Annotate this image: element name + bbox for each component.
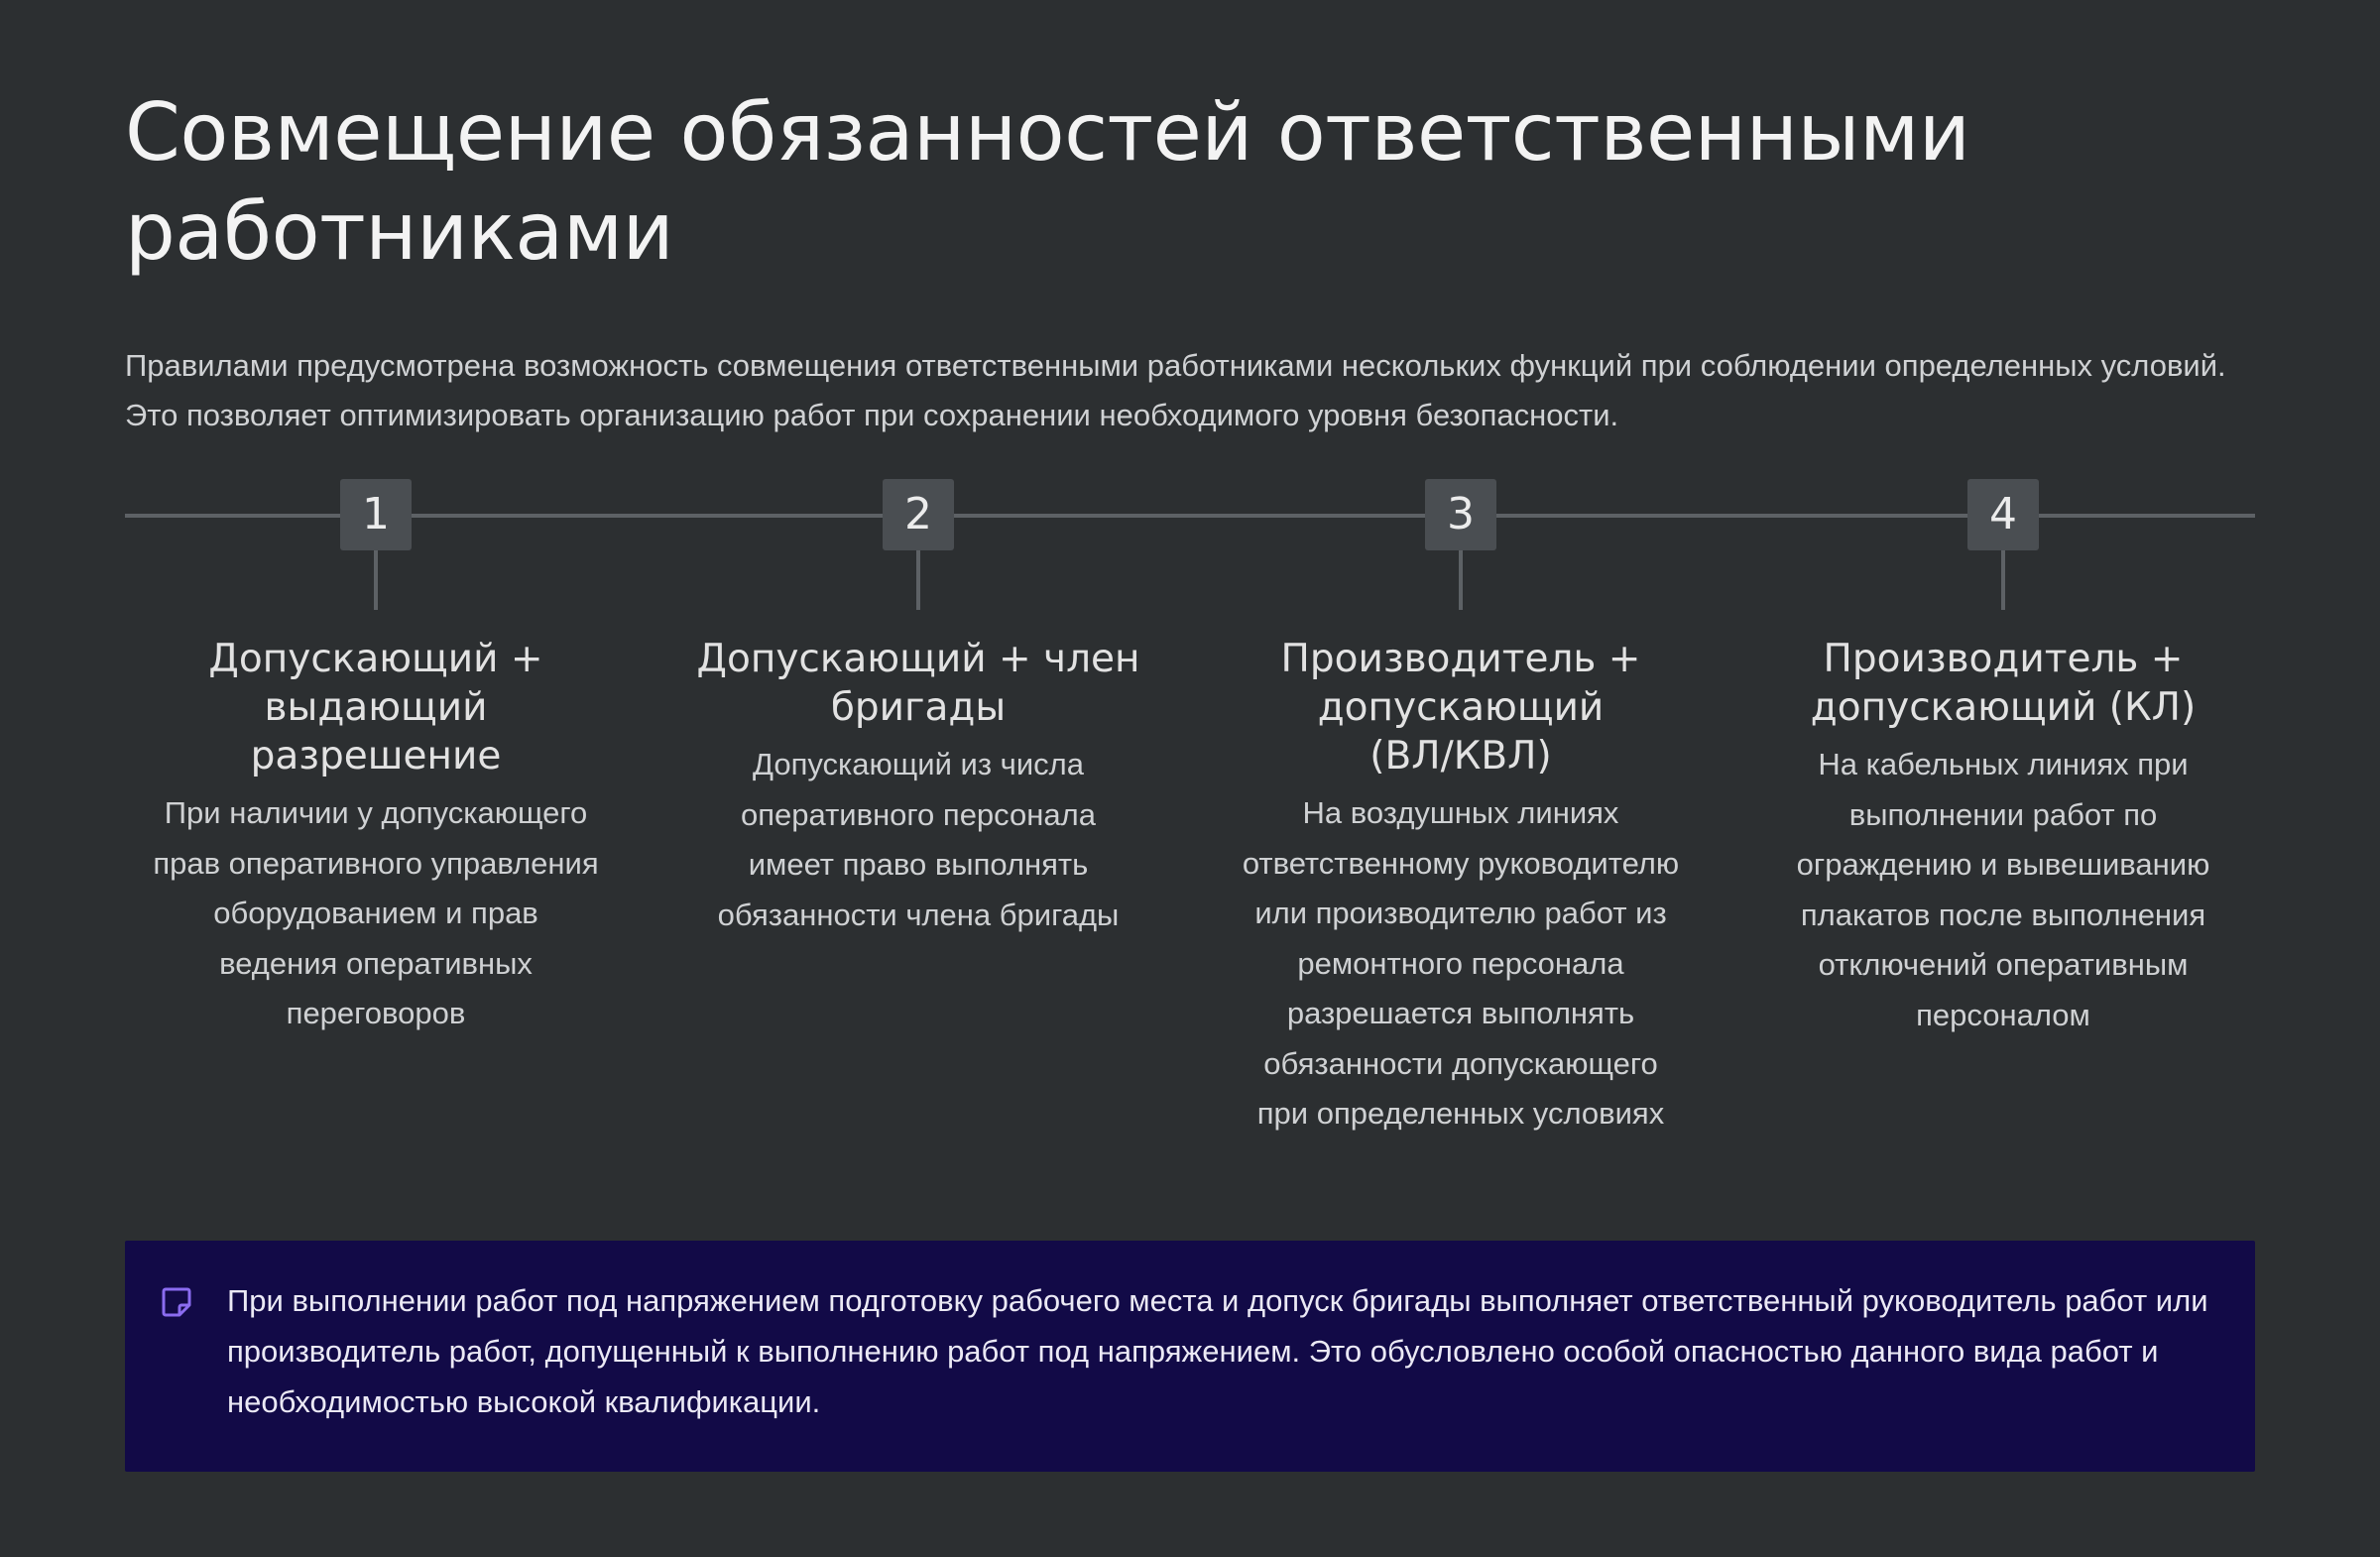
step-connector [916, 550, 920, 610]
step-marker-4 [1967, 476, 2039, 610]
step-card-1 [138, 635, 614, 1039]
step-marker-3 [1425, 476, 1496, 610]
step-card-3 [1223, 635, 1699, 1139]
step-marker-2 [883, 476, 954, 610]
intro-paragraph: Правилами предусмотрена возможность совмещения ответственными работниками нескольких функций при соблюдении определенных условий. Это позволяет оптимизировать организацию работ при сохранении необходимого уровня безопасности. [125, 348, 2226, 432]
step-description: Допускающий из числа оперативного персонала имеет право выполнять обязанности члена бригады [717, 747, 1120, 932]
page-title: Совмещение обязанностей ответственными работниками [125, 86, 1970, 278]
timeline-line [125, 514, 2255, 518]
step-number-badge: 1 [340, 479, 412, 550]
step-number-badge: 2 [883, 479, 954, 550]
step-number-badge: 3 [1425, 479, 1496, 550]
step-title: Допускающий + член бригады [696, 637, 1140, 730]
step-connector [2001, 550, 2005, 610]
step-description: При наличии у допускающего прав оперативного управления оборудованием и прав ведения оперативных переговоров [153, 795, 599, 1030]
step-title: Допускающий + выдающий разрешение [208, 637, 543, 778]
step-title: Производитель + допускающий (КЛ) [1810, 637, 2197, 730]
sticky-note-icon [161, 1286, 192, 1318]
step-card-4 [1765, 635, 2241, 1040]
step-connector [1459, 550, 1463, 610]
step-card-2 [680, 635, 1156, 940]
step-description: На воздушных линиях ответственному руководителю или производителю работ из ремонтного персонала разрешается выполнять обязанности допускающего при определенных условиях [1242, 795, 1680, 1131]
step-description: На кабельных линиях при выполнении работ по ограждению и вывешиванию плакатов после выполнения отключений оперативным персоналом [1796, 747, 2210, 1032]
step-connector [374, 550, 378, 610]
slide [125, 0, 2255, 1557]
step-title: Производитель + допускающий (ВЛ/КВЛ) [1280, 637, 1641, 778]
callout-text: При выполнении работ под напряжением подготовку рабочего места и допуск бригады выполняет ответственный руководитель работ или производитель работ, допущенный к выполнению работ под напряжением. Это обусловлено особой опасностью данного вида работ и необходимостью высокой квалификации. [227, 1283, 2208, 1419]
step-marker-1 [340, 476, 412, 610]
info-callout [125, 1241, 2255, 1472]
timeline [125, 476, 2255, 610]
step-number-badge: 4 [1967, 479, 2039, 550]
